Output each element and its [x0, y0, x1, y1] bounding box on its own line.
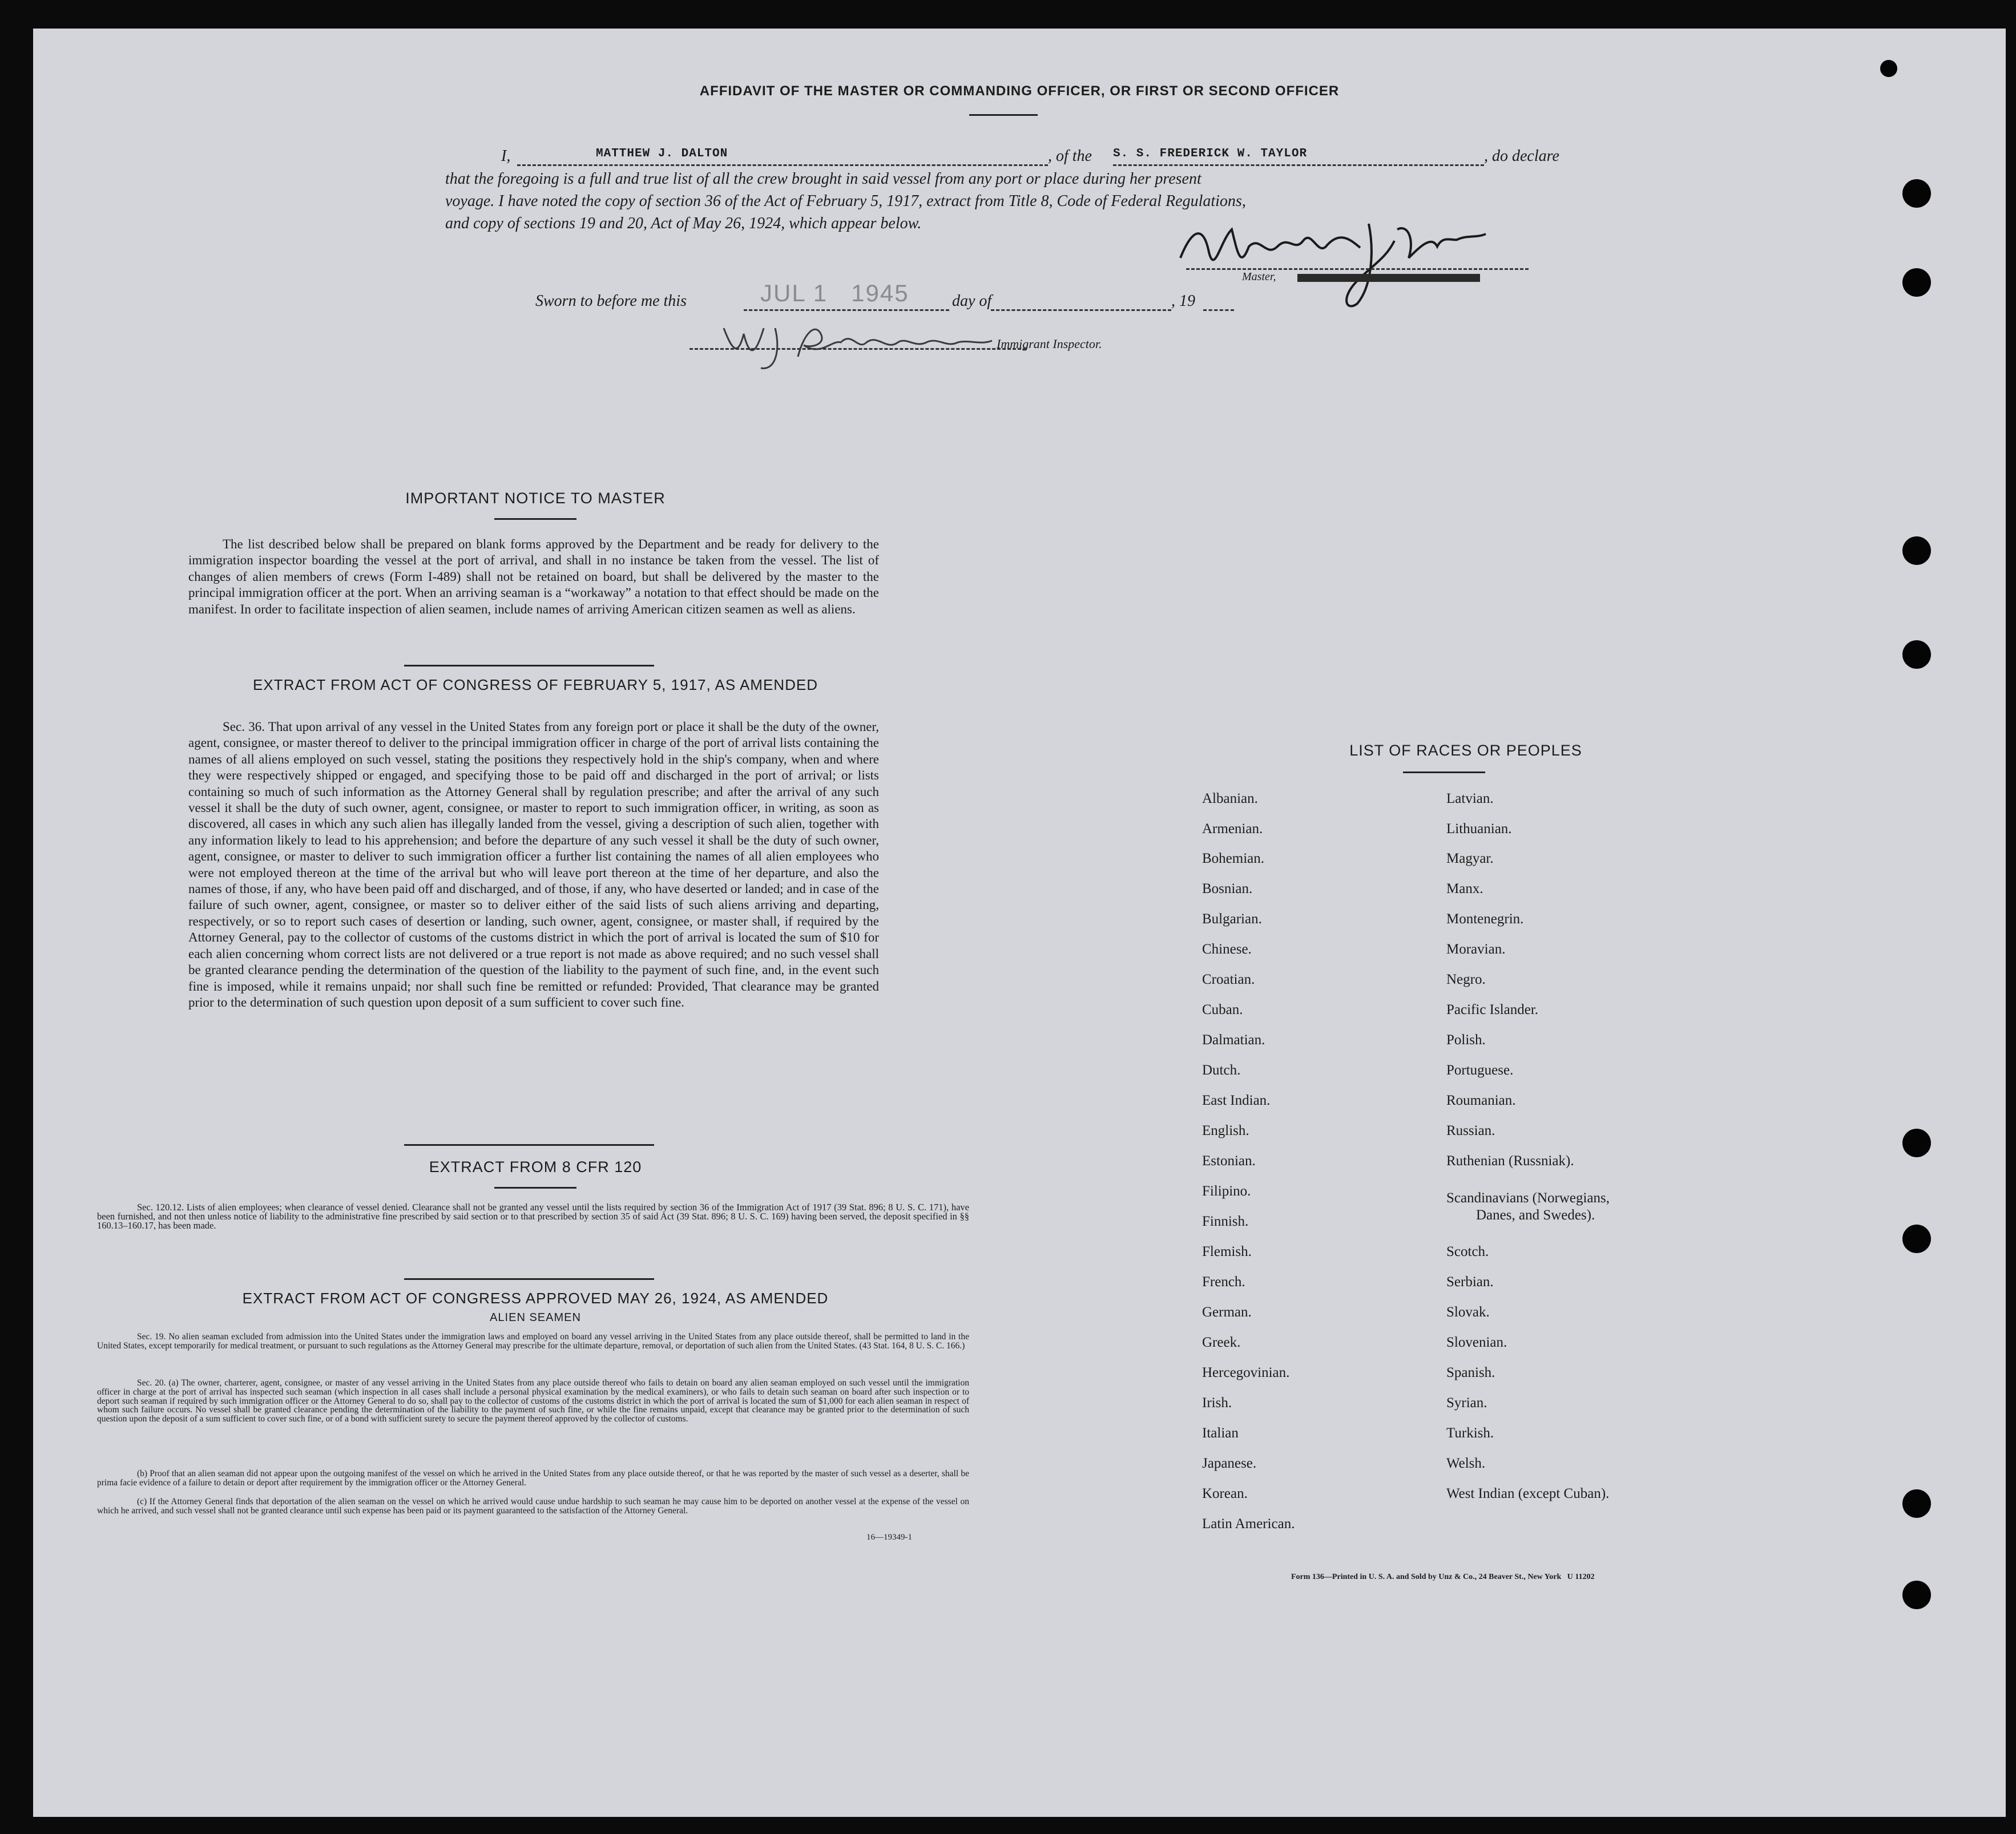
- extract-1917-text: Sec. 36. That upon arrival of any vessel in the United States from any foreign port or place it shall be the duty of the owner, agent, consignee, or master thereof to deliver to the principal immigration officer in charge of the port of arrival lists containing the names of all aliens employed on such vessel, stating the positions they respectively hold in the ship's company, when and where they were respectively shipped or engaged, and specifying those to be paid off and discharged in the port of arrival; or lists containing so much of such information as the Attorney General shall by regulation prescribe; and after the arrival of any such vessel it shall be the duty of such owner, agent, consignee, or master to report to such immigration officer, in writing, as soon as discovered, all cases in which any such alien has illegally landed from the vessel, giving a description of such alien, together with any information likely to lead to his apprehension; and before the departure of any such vessel it shall be the duty of such owner, agent, consignee, or master to deliver to such immigration officer a further list containing the names of all alien employees who were not employed thereon at the time of the arrival but who will leave port thereon at the time of her departure, and also the names of those, if any, who have been paid off and discharged, and of those, if any, who have deserted or landed; and in case of the failure of such owner, agent, consignee, or master so to deliver either of the said lists of such aliens arriving and departing, respectively, or so to report such cases of desertion or landing, such owner, agent, consignee, or master shall, if required by the Attorney General, pay to the collector of customs of the customs district in which the port of arrival is located the sum of $10 for each alien concerning whom correct lists are not delivered or a true report is not made as above required; and no such vessel shall be granted clearance pending the determination of the question of the liability to the payment of such fine, and, in the event such fine is imposed, while it remains unpaid; nor shall such fine be remitted or refunded: Provided, That clearance may be granted prior to the determination of such question upon deposit of a sum sufficient to cover such fine.: [188, 720, 879, 1009]
- date-line: [744, 309, 949, 311]
- master-label: Master,: [1242, 270, 1276, 283]
- inspector-signature: [718, 317, 1038, 374]
- race-left: Bosnian.: [1202, 881, 1253, 896]
- affidavit-title: AFFIDAVIT OF THE MASTER OR COMMANDING OFFICER, OR FIRST OR SECOND OFFICER: [699, 83, 1340, 99]
- race-left: Armenian.: [1202, 821, 1263, 837]
- sworn-prefix: Sworn to before me this: [535, 292, 687, 310]
- section-divider: [404, 665, 654, 666]
- race-left: German.: [1202, 1304, 1252, 1320]
- race-left: Chinese.: [1202, 942, 1252, 957]
- punch-hole: [1902, 1129, 1931, 1157]
- race-left: Cuban.: [1202, 1002, 1243, 1017]
- sec-20b-text: (b) Proof that an alien seaman did not appear upon the outgoing manifest of the vessel on which he arrived in the United States from any place outside thereof, or that he was reported by the master of such vessel as a deserter, shall be prima facie evidence of a failure to detain or deport after requirement by the immigration officer or the Attorney General.: [97, 1469, 969, 1488]
- race-right: Magyar.: [1446, 851, 1494, 866]
- section-divider: [404, 1144, 654, 1146]
- race-right: Portuguese.: [1446, 1063, 1514, 1078]
- inspector-label: Immigrant Inspector.: [997, 337, 1102, 351]
- punch-hole: [1902, 536, 1931, 565]
- race-left: Filipino.: [1202, 1183, 1251, 1199]
- race-right: Manx.: [1446, 881, 1483, 896]
- document-page: [33, 29, 2006, 1817]
- punch-hole: [1902, 1581, 1931, 1609]
- race-right: Polish.: [1446, 1032, 1486, 1048]
- master-signature-line: [1186, 268, 1529, 270]
- punch-hole: [1902, 268, 1931, 297]
- race-right: Danes, and Swedes).: [1476, 1207, 1595, 1223]
- race-left: Hercegovinian.: [1202, 1365, 1290, 1380]
- races-heading: LIST OF RACES OR PEOPLES: [1349, 742, 1582, 759]
- sec-20c-text: (c) If the Attorney General finds that deportation of the alien seaman on the vessel on which he arrived would cause undue hardship to such seaman he may cause him to be deported on another vessel at the expense of the vessel on which he arrived, and such vessel shall not be granted clearance until such expense has been paid or its payment guaranteed to the satisfaction of the Attorney General.: [97, 1497, 969, 1516]
- race-left: Bulgarian.: [1202, 911, 1262, 927]
- race-right: Moravian.: [1446, 942, 1506, 957]
- race-left: French.: [1202, 1274, 1245, 1290]
- year-line: [1203, 309, 1234, 311]
- notice-text: The list described below shall be prepared on blank forms approved by the Department and be ready for delivery to the immigration inspector boarding the vessel at the port of arrival, and shall in no instance be taken from the vessel. The list of changes of alien members of crews (Form I-489) shall not be retained on board, but shall be delivered by the master to the principal immigration officer at the port. When an arriving seaman is a “workaway” a notation to that effect should be made on the manifest. In order to facilitate inspection of alien seamen, include names of arriving American citizen seamen as well as aliens.: [188, 537, 879, 616]
- race-left: Italian: [1202, 1425, 1239, 1441]
- race-left: Dalmatian.: [1202, 1032, 1265, 1048]
- master-signature: [1169, 207, 1489, 309]
- race-left: Korean.: [1202, 1486, 1248, 1501]
- sec-19-text: Sec. 19. No alien seaman excluded from admission into the United States under the immigration laws and employed on board any vessel arriving in the United States from any place outside thereof, shall be permitted to land in the United States, except temporarily for medical treatment, or pursuant to such regulations as the Attorney General may prescribe for the ultimate departure, removal, or deportation of such alien from the United States. (43 Stat. 164, 8 U. S. C. 166.): [97, 1332, 969, 1351]
- race-right: Slovak.: [1446, 1304, 1490, 1320]
- year-prefix: , 19: [1171, 292, 1195, 310]
- race-left: Greek.: [1202, 1335, 1241, 1350]
- race-right: Spanish.: [1446, 1365, 1495, 1380]
- race-right: Lithuanian.: [1446, 821, 1512, 837]
- master-name: MATTHEW J. DALTON: [596, 147, 728, 160]
- cfr-heading: EXTRACT FROM 8 CFR 120: [429, 1158, 642, 1175]
- race-right: Montenegrin.: [1446, 911, 1524, 927]
- do-declare-text: , do declare: [1484, 147, 1559, 165]
- inspector-line: [690, 348, 1026, 350]
- race-right: Serbian.: [1446, 1274, 1494, 1290]
- race-left: English.: [1202, 1123, 1249, 1138]
- punch-hole: [1902, 640, 1931, 669]
- date-stamp: JUL 1 1945: [760, 280, 909, 306]
- races-underline: [1403, 771, 1485, 773]
- race-right: Scandinavians (Norwegians,: [1446, 1190, 1610, 1206]
- of-the-text: , of the: [1048, 147, 1092, 165]
- race-right: Pacific Islander.: [1446, 1002, 1539, 1017]
- race-right: Russian.: [1446, 1123, 1495, 1138]
- extract-1924-subheading: ALIEN SEAMEN: [490, 1311, 581, 1324]
- race-left: Finnish.: [1202, 1214, 1249, 1229]
- declaration-line-2: that the foregoing is a full and true list of all the crew brought in said vessel from any port or place during her present: [445, 170, 1201, 188]
- race-right: Roumanian.: [1446, 1093, 1516, 1108]
- name-line: [517, 164, 1048, 166]
- race-right: West Indian (except Cuban).: [1446, 1486, 1610, 1501]
- notice-heading: IMPORTANT NOTICE TO MASTER: [405, 490, 666, 507]
- race-right: Negro.: [1446, 972, 1486, 987]
- section-divider: [404, 1278, 654, 1280]
- race-right: Slovenian.: [1446, 1335, 1507, 1350]
- race-right: Syrian.: [1446, 1395, 1487, 1411]
- race-left: Flemish.: [1202, 1244, 1252, 1259]
- sec-20a-text: Sec. 20. (a) The owner, charterer, agent, consignee, or master of any vessel arriving in the United States from any place outside thereof who fails to detain on board any alien seaman employed on such vessel until the immigration officer in charge at the port of arrival has inspected such seaman (which inspection in all cases shall include a personal physical examination by the medical examiners), or who fails to detain such seaman on board after such inspection or to deport such seaman if required by such immigration officer or the Attorney General to do so, shall pay to the collector of customs of the customs district in which the port of arrival is located the sum of $1,000 for each alien seaman in respect of whom such failure occurs. No vessel shall be granted clearance pending the determination of the liability to the payment of such fine, or while the fine remains unpaid, except that clearance may be granted prior to the determination of such question upon the deposit of a sum sufficient to cover such fine, or of a bond with sufficient surety to secure the payment thereof approved by the collector of customs.: [97, 1378, 969, 1424]
- race-left: Irish.: [1202, 1395, 1232, 1411]
- extract-1917-heading: EXTRACT FROM ACT OF CONGRESS OF FEBRUARY 5, 1917, AS AMENDED: [253, 676, 818, 693]
- race-left: Albanian.: [1202, 791, 1258, 806]
- punch-hole: [1880, 60, 1897, 77]
- form-code: 16—19349-1: [866, 1533, 912, 1542]
- race-right: Turkish.: [1446, 1425, 1494, 1441]
- race-left: Croatian.: [1202, 972, 1255, 987]
- punch-hole: [1902, 1225, 1931, 1253]
- race-left: Latin American.: [1202, 1516, 1295, 1532]
- race-left: Bohemian.: [1202, 851, 1265, 866]
- race-right: Welsh.: [1446, 1456, 1486, 1471]
- race-right: Latvian.: [1446, 791, 1494, 806]
- race-left: Dutch.: [1202, 1063, 1241, 1078]
- title-underline: [969, 114, 1038, 116]
- notice-underline: [494, 518, 576, 520]
- cfr-underline: [494, 1187, 576, 1189]
- race-left: East Indian.: [1202, 1093, 1271, 1108]
- race-right: Scotch.: [1446, 1244, 1489, 1259]
- punch-hole: [1902, 179, 1931, 208]
- race-left: Estonian.: [1202, 1153, 1256, 1169]
- declarant-prefix: I,: [501, 147, 511, 165]
- race-left: Japanese.: [1202, 1456, 1257, 1471]
- declaration-line-4: and copy of sections 19 and 20, Act of May 26, 1924, which appear below.: [445, 215, 922, 232]
- cfr-text: Sec. 120.12. Lists of alien employees; when clearance of vessel denied. Clearance shall not be granted any vessel until the lists required by section 36 of the Immigration Act of 1917 (39 Stat. 896; 8 U. S. C. 171), have been furnished, and not then unless notice of liability to the administrative fine prescribed by said section or to that prescribed by section 35 of said Act (39 Stat. 896; 8 U. S. C. 169) having been served, the deposit specified in §§ 160.13–160.17, has been made.: [97, 1202, 969, 1231]
- punch-hole: [1902, 1489, 1931, 1518]
- vessel-name: S. S. FREDERICK W. TAYLOR: [1113, 147, 1308, 160]
- extract-1924-heading: EXTRACT FROM ACT OF CONGRESS APPROVED MAY 26, 1924, AS AMENDED: [242, 1290, 829, 1307]
- redacted-title: [1297, 274, 1480, 282]
- race-right: Ruthenian (Russniak).: [1446, 1153, 1574, 1169]
- vessel-line: [1113, 164, 1484, 166]
- printer-note: Form 136—Printed in U. S. A. and Sold by Unz & Co., 24 Beaver St., New York U 11202: [1291, 1573, 1595, 1581]
- declaration-line-3: voyage. I have noted the copy of section 36 of the Act of February 5, 1917, extract from Title 8, Code of Federal Regulations,: [445, 192, 1246, 210]
- month-line: [991, 309, 1171, 311]
- day-of-text: day of: [952, 292, 992, 310]
